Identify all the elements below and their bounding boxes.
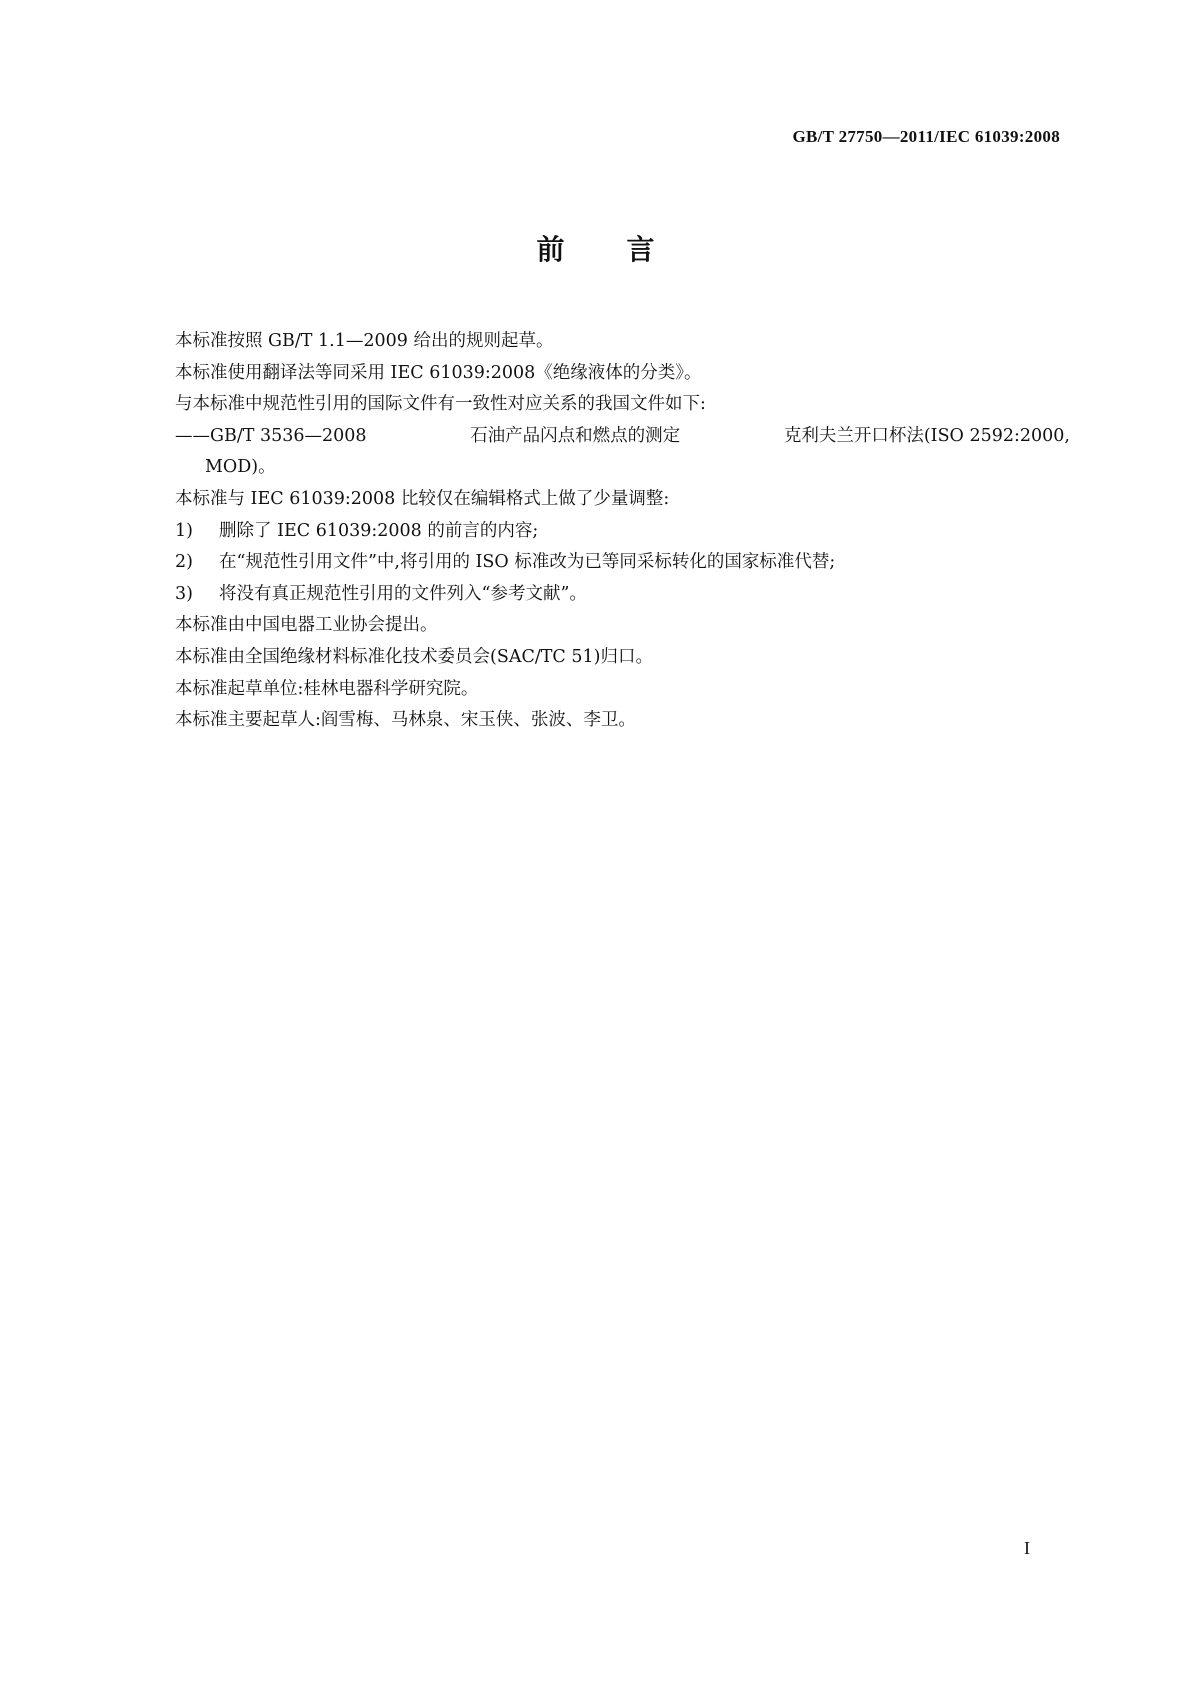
- paragraph-proposer: 本标准由中国电器工业协会提出。: [175, 615, 438, 636]
- paragraph-committee: 本标准由全国绝缘材料标准化技术委员会(SAC/TC 51)归口。: [175, 646, 653, 667]
- list-item-number: 2): [175, 552, 193, 573]
- reference-title: 石油产品闪点和燃点的测定: [470, 425, 681, 446]
- reference-item: [175, 421, 1070, 453]
- list-item-text: 删除了 IEC 61039:2008 的前言的内容;: [219, 520, 539, 541]
- list-item: [175, 516, 1075, 548]
- preface-body: [175, 326, 1075, 737]
- page-title: 前言: [536, 233, 717, 266]
- paragraph-changes-intro: 本标准与 IEC 61039:2008 比较仅在编辑格式上做了少量调整:: [175, 488, 670, 509]
- paragraph-adoption: 本标准使用翻译法等同采用 IEC 61039:2008《绝缘液体的分类》。: [175, 362, 702, 383]
- list-item: [175, 579, 1075, 611]
- paragraph-drafting-rules: 本标准按照 GB/T 1.1—2009 给出的规则起草。: [175, 331, 554, 351]
- list-item-text: 将没有真正规范性引用的文件列入“参考文献”。: [219, 583, 587, 604]
- list-item-number: 3): [175, 583, 193, 604]
- list-item-number: 1): [175, 520, 193, 541]
- reference-method: 克利夫兰开口杯法(ISO 2592:2000,: [783, 425, 1070, 446]
- reference-item-continuation: MOD)。: [205, 457, 276, 478]
- paragraph-drafting-unit: 本标准起草单位:桂林电器科学研究院。: [175, 678, 479, 699]
- page-number: I: [1024, 1538, 1030, 1558]
- reference-code: ——GB/T 3536—2008: [175, 425, 367, 446]
- paragraph-drafters: 本标准主要起草人:阎雪梅、马林泉、宋玉侠、张波、李卫。: [175, 710, 636, 731]
- standard-code-header: GB/T 27750—2011/IEC 61039:2008: [792, 127, 1060, 146]
- paragraph-correspondence: 与本标准中规范性引用的国际文件有一致性对应关系的我国文件如下:: [175, 394, 706, 415]
- list-item: [175, 547, 1075, 579]
- list-item-text: 在“规范性引用文件”中,将引用的 ISO 标准改为已等同采标转化的国家标准代替;: [219, 552, 836, 573]
